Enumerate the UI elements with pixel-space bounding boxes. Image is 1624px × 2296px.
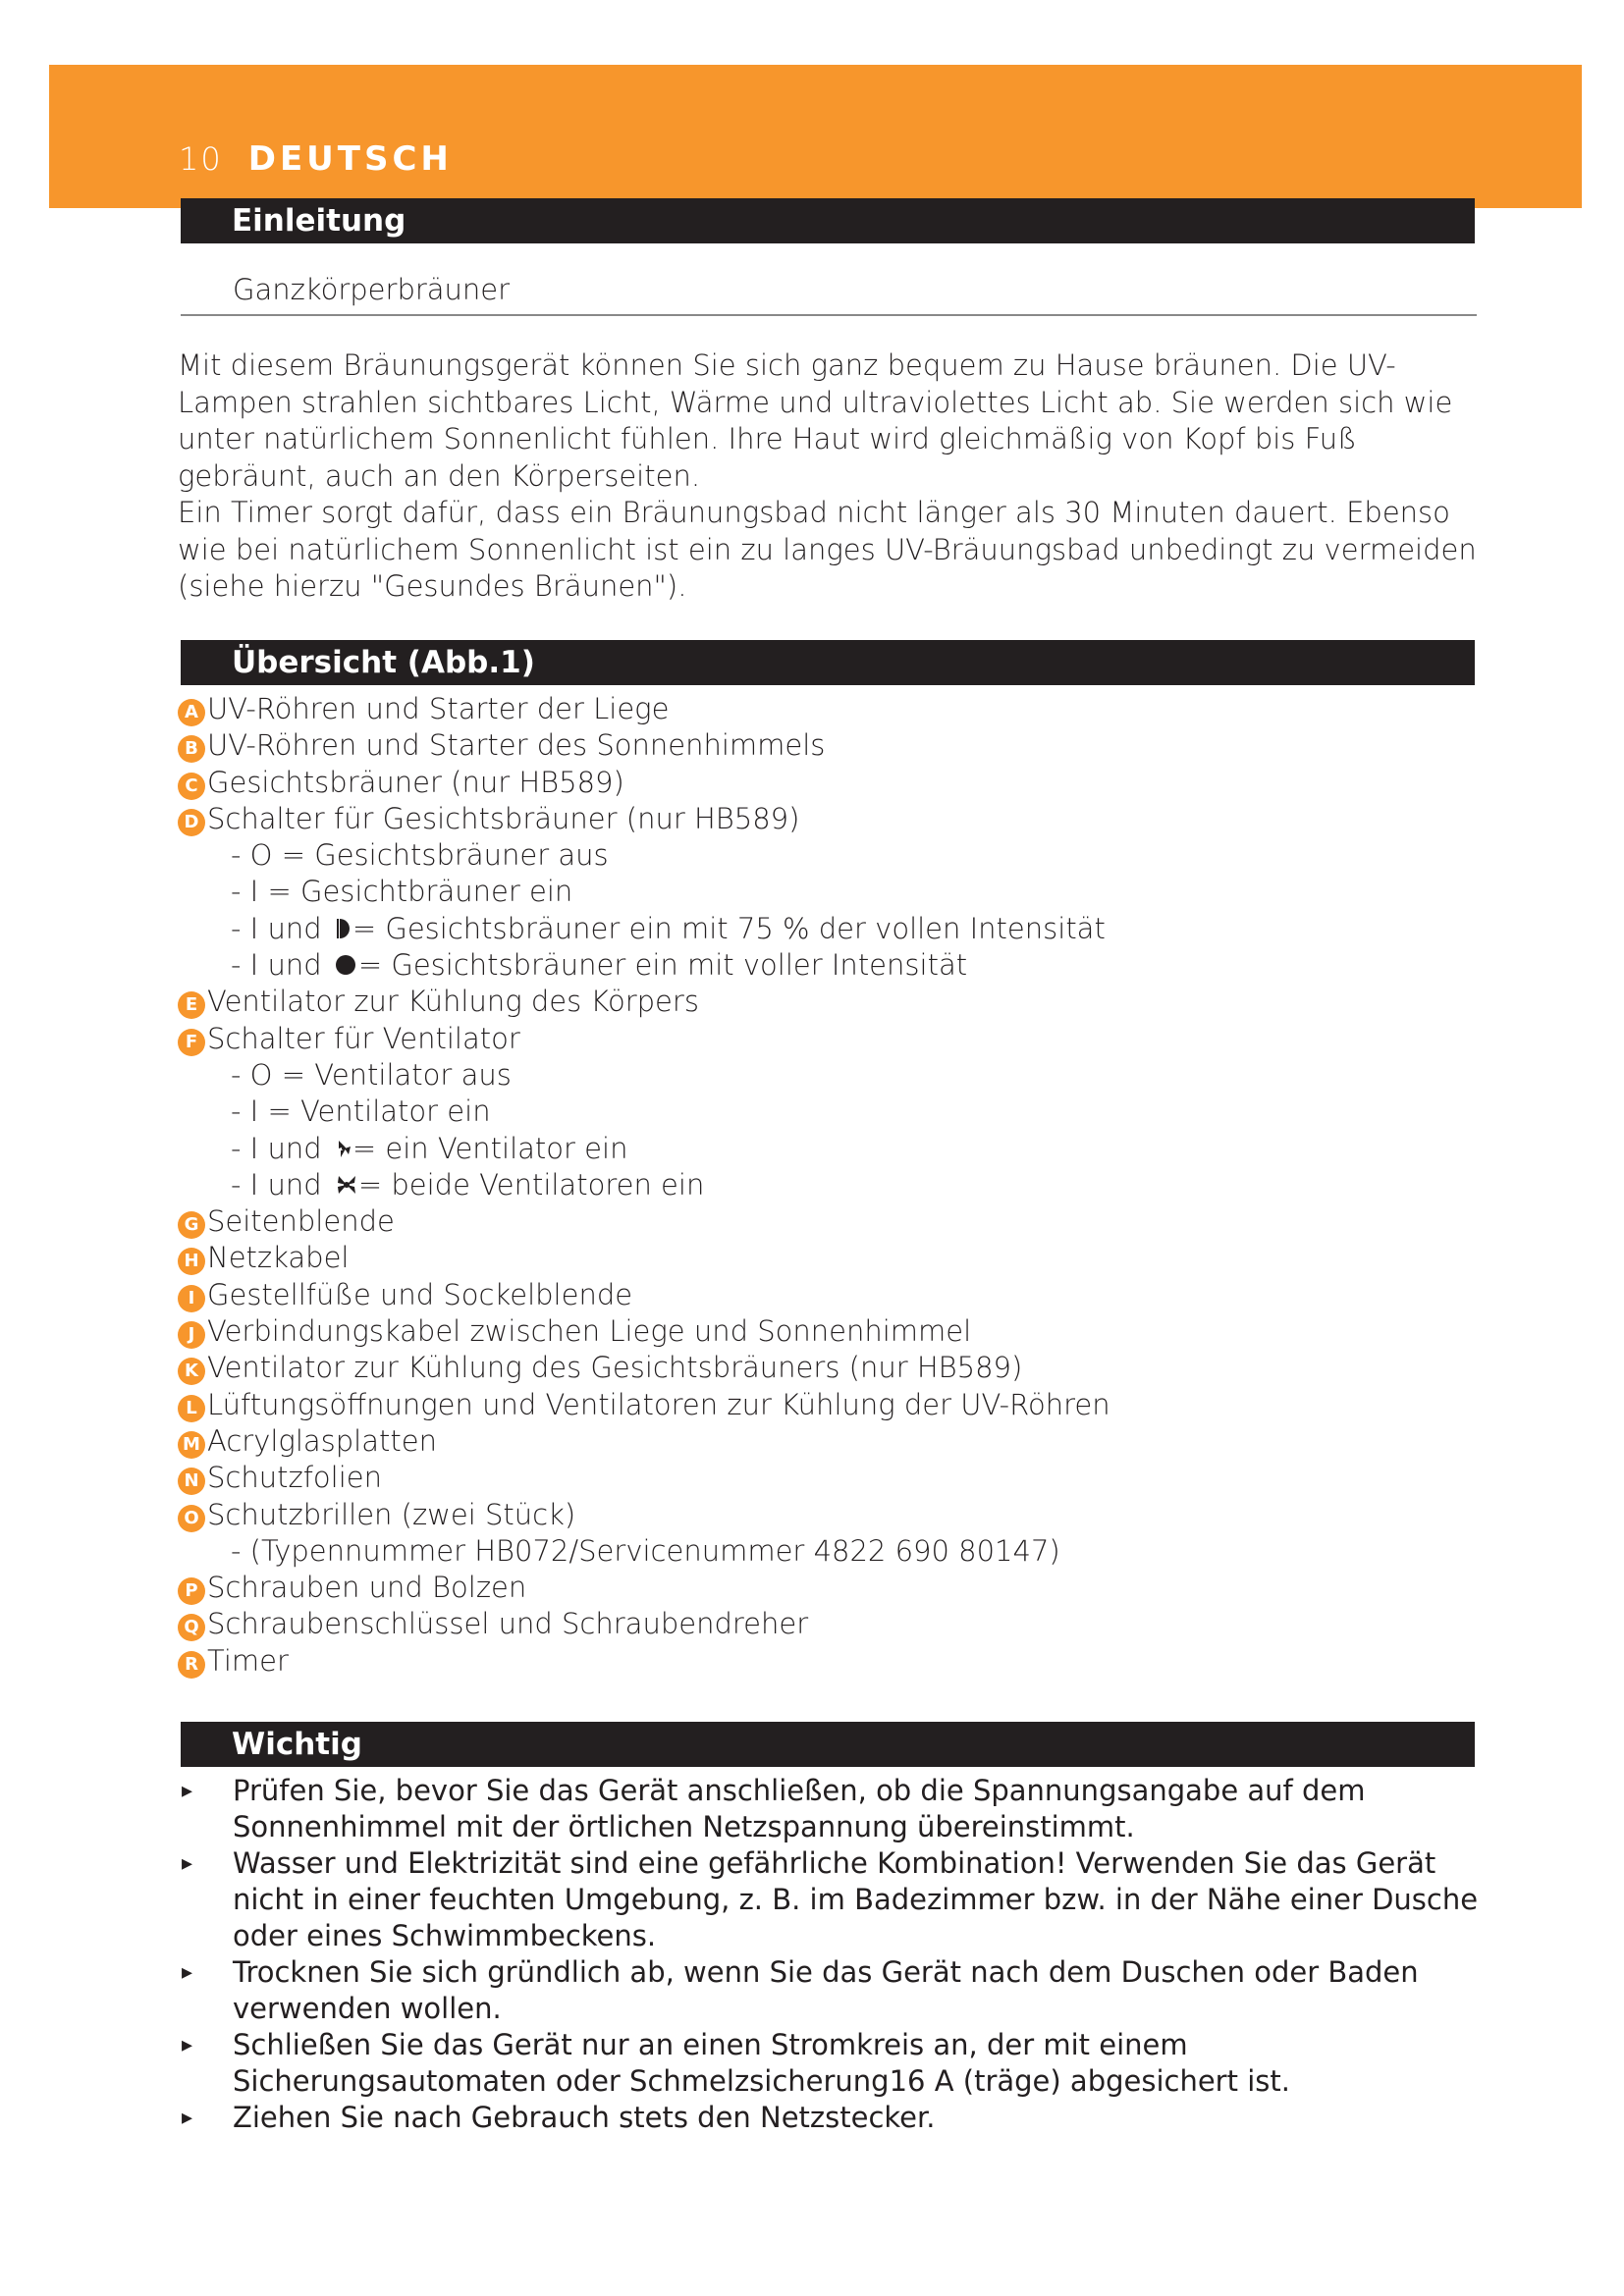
item-text: Ventilator zur Kühlung des Gesichtsbräuners (nur HB589) bbox=[207, 1351, 1023, 1385]
list-item bbox=[178, 765, 1110, 801]
letter-r-icon: R bbox=[178, 1651, 205, 1679]
product-heading: Ganzkörperbräuner bbox=[233, 273, 511, 306]
list-item bbox=[178, 1350, 1110, 1386]
sub-item: - O = Ventilator aus bbox=[231, 1057, 512, 1092]
list-item bbox=[178, 691, 1110, 727]
list-item bbox=[178, 727, 1110, 764]
letter-c-icon: C bbox=[178, 773, 205, 800]
sub-item bbox=[178, 911, 1110, 947]
letter-p-icon: P bbox=[178, 1577, 205, 1605]
item-text: Schraubenschlüssel und Schraubendreher bbox=[207, 1607, 809, 1641]
sub-item bbox=[178, 1167, 1110, 1203]
single-fan-icon bbox=[335, 1137, 352, 1160]
sub-item: - O = Gesichtsbräuner aus bbox=[231, 838, 609, 873]
item-text: Verbindungskabel zwischen Liege und Sonnenhimmel bbox=[207, 1314, 972, 1349]
item-text: Schutzbrillen (zwei Stück) bbox=[207, 1497, 576, 1531]
warning-item bbox=[178, 1954, 1484, 2027]
bullet-icon: ▸ bbox=[182, 1779, 193, 1803]
list-item bbox=[178, 1460, 1110, 1496]
sub-item-suffix: = ein Ventilator ein bbox=[352, 1131, 628, 1165]
item-text: Schalter für Gesichtsbräuner (nur HB589) bbox=[207, 801, 800, 835]
letter-m-icon: M bbox=[178, 1431, 205, 1459]
letter-e-icon: E bbox=[178, 991, 205, 1019]
letter-f-icon: F bbox=[178, 1029, 205, 1056]
warning-text: Prüfen Sie, bevor Sie das Gerät anschließen, ob die Spannungsangabe auf dem Sonnenhimmel mit der örtlichen Netzspannung übereinstimmt. bbox=[233, 1774, 1366, 1843]
item-text: Schrauben und Bolzen bbox=[207, 1571, 527, 1605]
list-item bbox=[178, 984, 1110, 1020]
full-circle-icon bbox=[335, 953, 358, 977]
bullet-icon: ▸ bbox=[182, 1960, 193, 1985]
double-fan-icon bbox=[335, 1173, 358, 1197]
warning-text: Wasser und Elektrizität sind eine gefährliche Kombination! Verwenden Sie das Gerät nicht in einer feuchten Umgebung, z. B. im Badezimmer bzw. in der Nähe einer Dusche oder eines Schwimmbeckens. bbox=[233, 1846, 1479, 1952]
sub-item bbox=[178, 947, 1110, 984]
section-bar-important: Wichtig bbox=[181, 1722, 1475, 1767]
list-item bbox=[178, 1643, 1110, 1680]
intro-paragraph: Mit diesem Bräunungsgerät können Sie sich ganz bequem zu Hause bräunen. Die UV-Lampen strahlen sichtbares Licht, Wärme und ultraviolettes Licht ab. Sie werden sich wie unter natürlichem Sonnenlicht fühlen. Ihre Haut wird gleichmäßig von Kopf bis Fuß gebräunt, auch an den Körperseiten. bbox=[178, 348, 1453, 493]
sub-item-prefix: - I und bbox=[231, 911, 331, 945]
letter-h-icon: H bbox=[178, 1248, 205, 1275]
language-title: DEUTSCH bbox=[247, 139, 453, 179]
list-item bbox=[178, 1570, 1110, 1606]
divider bbox=[181, 314, 1477, 316]
letter-j-icon: J bbox=[178, 1321, 205, 1349]
page-header bbox=[179, 139, 453, 187]
sub-item: - (Typennummer HB072/Servicenummer 4822 690 80147) bbox=[231, 1533, 1060, 1568]
item-text: Lüftungsöffnungen und Ventilatoren zur Kühlung der UV-Röhren bbox=[207, 1387, 1110, 1421]
item-text: Ventilator zur Kühlung des Körpers bbox=[207, 985, 699, 1019]
item-text: Schalter für Ventilator bbox=[207, 1021, 520, 1055]
item-text: Netzkabel bbox=[207, 1241, 350, 1275]
sub-item-suffix: = Gesichtsbräuner ein mit voller Intensität bbox=[357, 948, 968, 983]
sub-item-prefix: - I und bbox=[231, 1167, 331, 1201]
warning-item bbox=[178, 1773, 1484, 1845]
bullet-icon: ▸ bbox=[182, 2106, 193, 2130]
section-bar-overview: Übersicht (Abb.1) bbox=[181, 640, 1475, 685]
item-text: UV-Röhren und Starter der Liege bbox=[207, 692, 670, 725]
letter-a-icon: A bbox=[178, 699, 205, 726]
warning-text: Trocknen Sie sich gründlich ab, wenn Sie das Gerät nach dem Duschen oder Baden verwenden wollen. bbox=[233, 1955, 1419, 2025]
list-item bbox=[178, 1497, 1110, 1533]
list-item bbox=[178, 1313, 1110, 1350]
warning-item bbox=[178, 2027, 1484, 2100]
item-text: Acrylglasplatten bbox=[207, 1423, 437, 1458]
bullet-icon: ▸ bbox=[182, 1851, 193, 1876]
half-moon-icon bbox=[335, 917, 352, 940]
sub-item bbox=[178, 1131, 1110, 1167]
sub-item-prefix: - I und bbox=[231, 948, 331, 983]
letter-n-icon: N bbox=[178, 1468, 205, 1495]
header-band bbox=[49, 65, 1582, 208]
warning-text: Ziehen Sie nach Gebrauch stets den Netzstecker. bbox=[233, 2101, 936, 2134]
sub-item-suffix: = beide Ventilatoren ein bbox=[357, 1167, 705, 1201]
list-item bbox=[178, 1277, 1110, 1313]
item-text: Timer bbox=[207, 1643, 289, 1678]
warning-item bbox=[178, 1845, 1484, 1954]
letter-o-icon: O bbox=[178, 1505, 205, 1532]
item-text: Schutzfolien bbox=[207, 1461, 382, 1495]
sub-item: - I = Ventilator ein bbox=[231, 1095, 491, 1129]
warning-text: Schließen Sie das Gerät nur an einen Stromkreis an, der mit einem Sicherungsautomaten oder Schmelzsicherung16 A (träge) abgesichert ist. bbox=[233, 2028, 1290, 2098]
list-item bbox=[178, 1606, 1110, 1642]
sub-item: - I = Gesichtbräuner ein bbox=[231, 875, 573, 909]
letter-l-icon: L bbox=[178, 1395, 205, 1422]
overview-list bbox=[178, 691, 1110, 1680]
letter-g-icon: G bbox=[178, 1211, 205, 1239]
list-item bbox=[178, 801, 1110, 837]
letter-b-icon: B bbox=[178, 735, 205, 763]
warning-item bbox=[178, 2100, 1484, 2136]
sub-item-prefix: - I und bbox=[231, 1131, 331, 1165]
list-item bbox=[178, 1423, 1110, 1460]
list-item bbox=[178, 1387, 1110, 1423]
item-text: UV-Röhren und Starter des Sonnenhimmels bbox=[207, 728, 826, 763]
item-text: Gesichtsbräuner (nur HB589) bbox=[207, 765, 624, 799]
list-item bbox=[178, 1240, 1110, 1276]
item-text: Gestellfüße und Sockelblende bbox=[207, 1277, 633, 1311]
letter-q-icon: Q bbox=[178, 1614, 205, 1641]
page-number: 10 bbox=[179, 140, 223, 178]
list-item bbox=[178, 1021, 1110, 1057]
item-text: Seitenblende bbox=[207, 1204, 395, 1239]
sub-item-suffix: = Gesichtsbräuner ein mit 75 % der vollen Intensität bbox=[352, 911, 1106, 945]
section-bar-intro: Einleitung bbox=[181, 198, 1475, 243]
bullet-icon: ▸ bbox=[182, 2033, 193, 2057]
letter-i-icon: I bbox=[178, 1285, 205, 1312]
warning-list bbox=[178, 1773, 1484, 2136]
list-item bbox=[178, 1203, 1110, 1240]
intro-paragraph: Ein Timer sorgt dafür, dass ein Bräunungsbad nicht länger als 30 Minuten dauert. Ebenso wie bei natürlichem Sonnenlicht ist ein zu langes UV-Bräuungsbad unbedingt zu vermeiden (siehe hierzu "Gesundes Bräunen"). bbox=[178, 496, 1477, 603]
intro-text bbox=[178, 347, 1484, 606]
letter-d-icon: D bbox=[178, 809, 205, 836]
letter-k-icon: K bbox=[178, 1358, 205, 1385]
